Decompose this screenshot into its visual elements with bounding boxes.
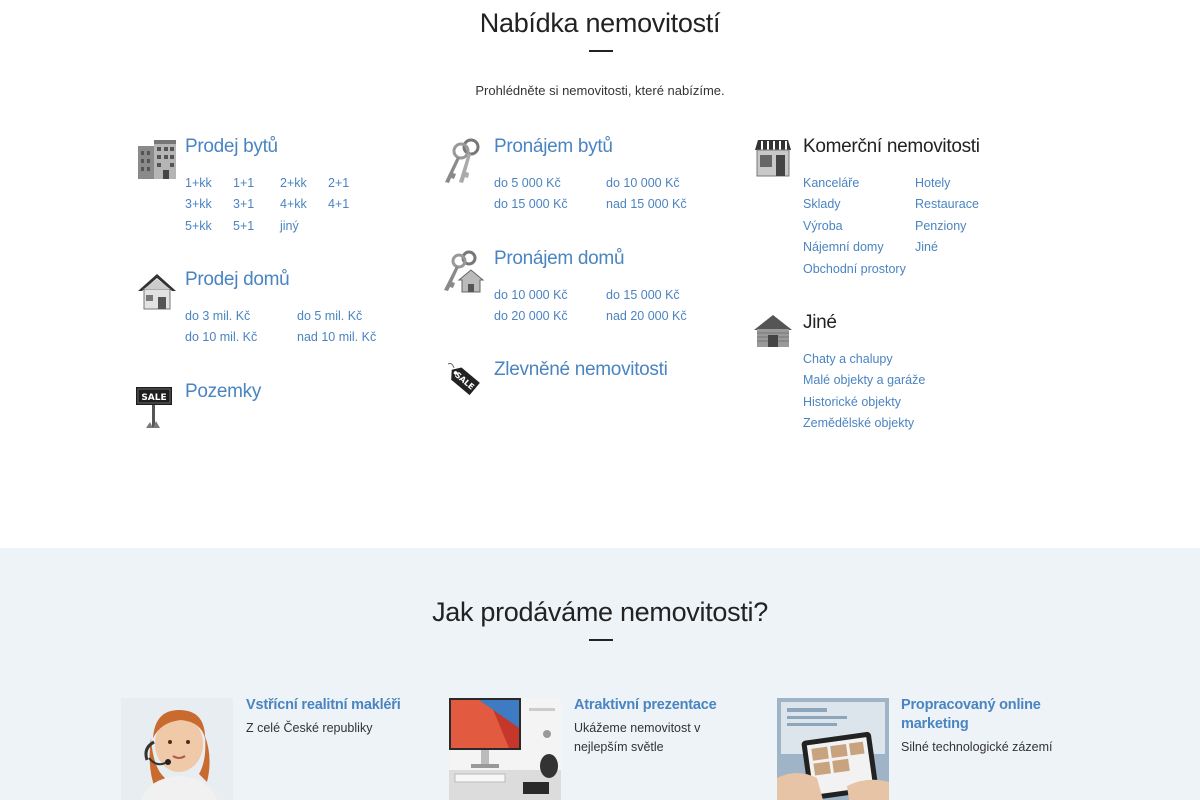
link-komercni-restaurace[interactable]: Restaurace (915, 197, 979, 211)
link-komercni-sklady[interactable]: Sklady (803, 197, 841, 211)
feature-marketing-title[interactable]: Propracovaný online marketing (901, 697, 1041, 732)
category-jine[interactable]: Jiné (803, 312, 837, 333)
category-pronajem-domu[interactable]: Pronájem domů (494, 248, 625, 269)
sale-sign-icon (134, 382, 176, 430)
link-jine-historicke[interactable]: Historické objekty (803, 395, 901, 409)
feature-presentation-text: Ukážeme nemovitost v nejlepším světle (574, 721, 701, 754)
link-komercni-obchodni-prostory[interactable]: Obchodní prostory (803, 262, 906, 276)
link-pronajem-bytu-5000[interactable]: do 5 000 Kč (494, 176, 561, 190)
link-pronajem-bytu-nad15000[interactable]: nad 15 000 Kč (606, 197, 687, 211)
cabin-icon (752, 312, 794, 354)
feature-marketing-text: Silné technologické zázemí (901, 740, 1053, 754)
link-komercni-kancelare[interactable]: Kanceláře (803, 176, 860, 190)
house-keys-icon (441, 250, 485, 296)
link-jine-male-objekty[interactable]: Malé objekty a garáže (803, 373, 926, 387)
link-prodej-bytu-5kk[interactable]: 5+kk (185, 219, 212, 233)
category-komercni[interactable]: Komerční nemovitosti (803, 136, 980, 157)
link-prodej-bytu-2kk[interactable]: 2+kk (280, 176, 307, 190)
category-zlevnene[interactable]: Zlevněné nemovitosti (494, 359, 668, 380)
link-prodej-bytu-4kk[interactable]: 4+kk (280, 197, 307, 211)
link-pronajem-domu-nad20000[interactable]: nad 20 000 Kč (606, 309, 687, 323)
link-prodej-domu-5mil[interactable]: do 5 mil. Kč (297, 309, 363, 323)
link-pronajem-bytu-10000[interactable]: do 10 000 Kč (606, 176, 680, 190)
sale-tag-icon (444, 360, 482, 398)
category-pozemky[interactable]: Pozemky (185, 381, 262, 402)
link-komercni-jine[interactable]: Jiné (915, 240, 938, 254)
keys-icon (441, 138, 485, 186)
how-title: Jak prodáváme nemovitosti? (432, 597, 768, 627)
svg-text:SALE: SALE (452, 370, 476, 392)
offer-title: Nabídka nemovitostí (479, 8, 721, 38)
link-pronajem-domu-10000[interactable]: do 10 000 Kč (494, 288, 568, 302)
link-prodej-bytu-3kk[interactable]: 3+kk (185, 197, 212, 211)
link-pronajem-domu-15000[interactable]: do 15 000 Kč (606, 288, 680, 302)
link-prodej-domu-nad10mil[interactable]: nad 10 mil. Kč (297, 330, 377, 344)
house-icon (136, 271, 178, 313)
link-pronajem-bytu-15000[interactable]: do 15 000 Kč (494, 197, 568, 211)
offer-lead: Prohlédněte si nemovitosti, které nabízíme. (475, 83, 725, 98)
link-jine-chaty[interactable]: Chaty a chalupy (803, 352, 893, 366)
link-prodej-domu-3mil[interactable]: do 3 mil. Kč (185, 309, 251, 323)
category-prodej-bytu[interactable]: Prodej bytů (185, 136, 278, 157)
link-prodej-bytu-3-1[interactable]: 3+1 (233, 197, 255, 211)
how-title-rule (589, 639, 613, 641)
link-prodej-bytu-4-1[interactable]: 4+1 (328, 197, 350, 211)
link-pronajem-domu-20000[interactable]: do 20 000 Kč (494, 309, 568, 323)
link-komercni-vyroba[interactable]: Výroba (803, 219, 843, 233)
category-pronajem-bytu[interactable]: Pronájem bytů (494, 136, 613, 157)
link-komercni-najemni-domy[interactable]: Nájemní domy (803, 240, 884, 254)
link-prodej-bytu-5-1[interactable]: 5+1 (233, 219, 255, 233)
link-jine-zemedelske[interactable]: Zemědělské objekty (803, 416, 915, 430)
feature-presentation-title[interactable]: Atraktivní prezentace (574, 697, 717, 713)
link-prodej-domu-10mil[interactable]: do 10 mil. Kč (185, 330, 258, 344)
shop-icon (752, 138, 794, 180)
tablet-hands-photo (777, 698, 889, 800)
desk-monitor-photo (449, 698, 561, 800)
feature-agents-title[interactable]: Vstřícní realitní makléři (246, 697, 401, 713)
link-komercni-penziony[interactable]: Penziony (915, 219, 967, 233)
category-prodej-domu[interactable]: Prodej domů (185, 269, 290, 290)
link-prodej-bytu-2-1[interactable]: 2+1 (328, 176, 350, 190)
link-komercni-hotely[interactable]: Hotely (915, 176, 951, 190)
link-prodej-bytu-1kk[interactable]: 1+kk (185, 176, 212, 190)
link-prodej-bytu-jiny[interactable]: jiný (280, 219, 299, 233)
svg-text:SALE: SALE (141, 393, 167, 403)
agent-headset-photo (121, 698, 233, 800)
apartment-building-icon (136, 138, 178, 180)
link-prodej-bytu-1-1[interactable]: 1+1 (233, 176, 255, 190)
feature-agents-text: Z celé České republiky (246, 721, 373, 735)
offer-title-rule (589, 50, 613, 52)
